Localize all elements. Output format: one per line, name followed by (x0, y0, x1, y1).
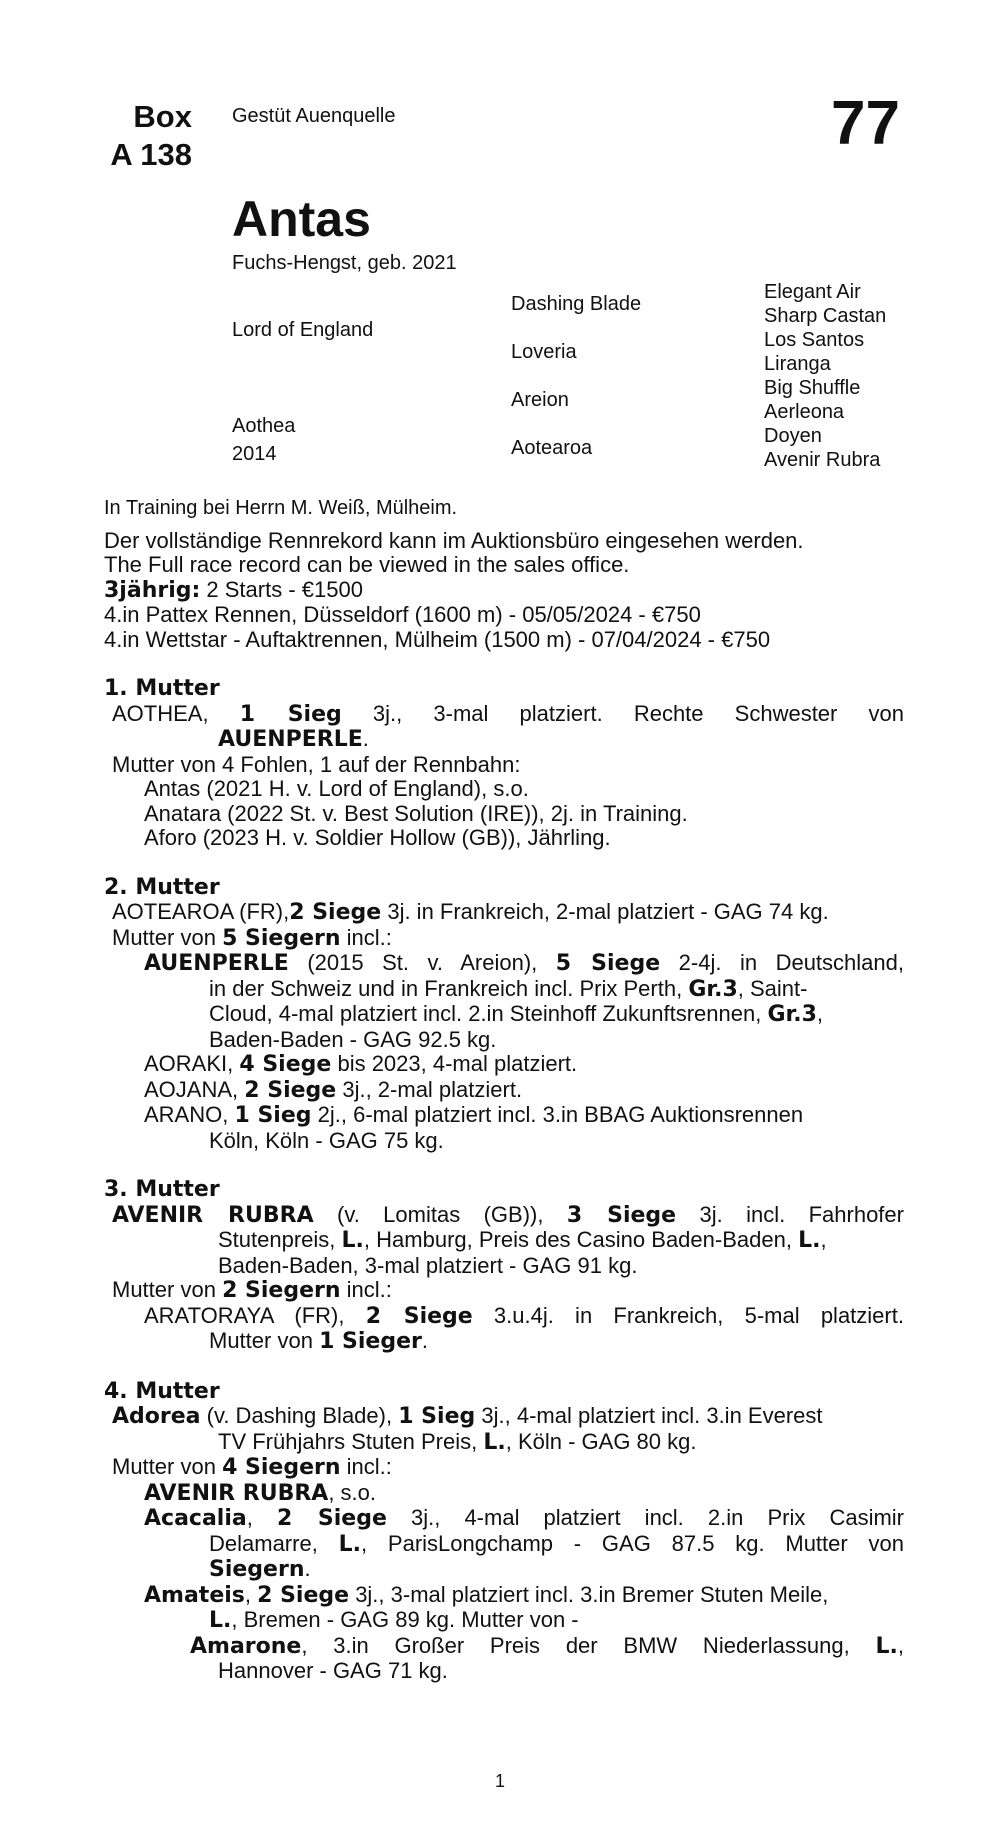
dam2-summary: 3j. in Frankreich, 2-mal platziert - GAG 74 kg. (387, 899, 829, 924)
aojana-wins: 2 Siege (244, 1077, 337, 1103)
auenperle-text: , (816, 1001, 824, 1026)
page-number: 1 (494, 1771, 505, 1791)
aoraki-wins: 4 Siege (239, 1052, 332, 1077)
produce-post: incl.: (346, 1277, 392, 1302)
amarone-line (104, 1634, 904, 1660)
aratoraya-line (104, 1304, 904, 1330)
box-number: A 138 (110, 137, 192, 172)
dam1-line (104, 702, 904, 728)
aojana-line (104, 1078, 904, 1104)
auenperle-line (104, 1002, 904, 1028)
pedigree-gen3-item: Liranga (764, 353, 831, 375)
aojana-name: AOJANA, (144, 1076, 239, 1102)
aratoraya-text: Mutter von (209, 1328, 313, 1353)
dam1-wins: 1 Sieg (239, 701, 342, 727)
pedigree-gen3-item: Avenir Rubra (764, 449, 881, 471)
amarone-name: Amarone (190, 1633, 302, 1659)
listed-badge: L. (341, 1228, 364, 1253)
amarone-text: , 3.in Großer Preis der BMW Niederlassung, (301, 1632, 850, 1658)
produce-count: 2 Siegern (222, 1278, 341, 1303)
auenperle-line (104, 977, 904, 1003)
dam3-text: , (820, 1227, 827, 1252)
acacalia-text: , ParisLongchamp - GAG 87.5 kg. Mutter von (361, 1530, 904, 1556)
dam4-line (104, 1404, 904, 1430)
dam4-text: 3j., 4-mal platziert incl. 3.in Everest (481, 1403, 823, 1428)
produce-pre: Mutter von (112, 1277, 216, 1302)
dam3-text: , Hamburg, Preis des Casino Baden-Baden, (363, 1227, 792, 1252)
listed-badge: L. (798, 1228, 821, 1253)
aratoraya-wins: 1 Sieger (319, 1329, 422, 1354)
aojana-text: 3j., 2-mal platziert. (342, 1076, 523, 1102)
produce-pre: Mutter von (112, 924, 216, 950)
dam2-produce (104, 926, 904, 952)
acacalia-text: Delamarre, (209, 1530, 318, 1556)
group-badge: Gr.3 (767, 1002, 817, 1027)
arano-wins: 1 Sieg (234, 1103, 312, 1128)
dam3-name: AVENIR RUBRA (112, 1202, 314, 1228)
pedigree-dam-year: 2014 (232, 443, 277, 465)
dam1-summary: 3j., 3-mal platziert. Rechte Schwester von (372, 700, 904, 726)
seller-name: Gestüt Auenquelle (232, 105, 396, 127)
dam4-heading: 4. Mutter (104, 1378, 220, 1404)
avenir-line (104, 1481, 904, 1507)
dam3-heading: 3. Mutter (104, 1177, 220, 1202)
acacalia-line (104, 1532, 904, 1558)
box-label: Box (133, 99, 192, 134)
amarone-line: Hannover - GAG 71 kg. (218, 1658, 448, 1683)
listed-badge: L. (875, 1633, 898, 1659)
dam3-line (104, 1228, 904, 1254)
aoraki-name: AORAKI, (144, 1051, 234, 1076)
record-note-en: The Full race record can be viewed in the sales office. (104, 552, 630, 577)
dam3-produce (104, 1278, 904, 1304)
acacalia-line (104, 1557, 904, 1583)
acacalia-line: Acacalia, 2 Siege 3j., 4-mal platziert incl. 2.in Prix Casimir (144, 1505, 904, 1531)
dam2-line (104, 900, 904, 926)
catalogue-text (104, 496, 904, 1684)
dam3-line: Baden-Baden, 3-mal platziert - GAG 91 kg. (218, 1252, 638, 1278)
dam2-heading: 2. Mutter (104, 874, 220, 900)
race-line: 4.in Wettstar - Auftaktrennen, Mülheim (1500 m) - 07/04/2024 - €750 (104, 626, 771, 652)
acacalia-name: Acacalia (144, 1506, 247, 1531)
record-note-de: Der vollständige Rennrekord kann im Auktionsbüro eingesehen werden. (104, 527, 804, 553)
amateis-text: , Bremen - GAG 89 kg. Mutter von - (231, 1607, 579, 1632)
dam4-produce (104, 1455, 904, 1481)
dam1-foal: Anatara (2022 St. v. Best Solution (IRE)), 2j. in Training. (144, 800, 688, 826)
dam1-foal: Antas (2021 H. v. Lord of England), s.o. (144, 776, 529, 801)
pedigree-gen2-item: Aotearoa (511, 437, 593, 459)
aratoraya-wins: 2 Siege (365, 1303, 473, 1329)
amarone-text: , (897, 1632, 904, 1658)
acacalia-text: 3j., 4-mal platziert incl. 2.in Prix Casimir (411, 1505, 904, 1530)
pedigree-dam: Aothea (232, 415, 296, 437)
avenir-text: , s.o. (328, 1479, 377, 1505)
pedigree-sire: Lord of England (232, 319, 374, 341)
horse-name: Antas (232, 191, 371, 247)
auenperle-text: (2015 St. v. Areion), (307, 950, 538, 975)
arano-line: Köln, Köln - GAG 75 kg. (209, 1127, 444, 1153)
dam4-wins: 1 Sieg (398, 1404, 476, 1429)
dam3-line (104, 1203, 904, 1229)
produce-pre: Mutter von (112, 1454, 216, 1479)
auenperle-wins: 5 Siege (555, 951, 661, 976)
pedigree-gen2-item: Loveria (511, 341, 577, 363)
dam3-text: Stutenpreis, (218, 1227, 336, 1252)
produce-post: incl.: (346, 924, 392, 950)
arano-name: ARANO, (144, 1102, 229, 1127)
dam3-text: (v. Lomitas (GB)), (337, 1201, 544, 1227)
auenperle-line (104, 951, 904, 977)
aratoraya-line (104, 1329, 904, 1355)
age-summary: 2 Starts - €1500 (200, 576, 363, 602)
horse-description: Fuchs-Hengst, geb. 2021 (232, 252, 457, 274)
acacalia-wins: 2 Siege (276, 1506, 387, 1531)
box-label-block (0, 98, 192, 174)
dam2-wins: 2 Siege (289, 900, 382, 925)
auenperle-text: , Saint- (737, 975, 808, 1001)
dam1-sister-line: AUENPERLE. (218, 726, 369, 752)
dam4-line (104, 1430, 904, 1456)
acacalia-text: . (304, 1556, 311, 1581)
listed-badge: L. (338, 1531, 361, 1557)
auenperle-text: Cloud, 4-mal platziert incl. 2.in Steinhoff Zukunftsrennen, (209, 1001, 762, 1026)
pedigree-gen3-item: Doyen (764, 425, 822, 447)
dam4-text: , Köln - GAG 80 kg. (505, 1428, 697, 1454)
auenperle-text: in der Schweiz und in Frankreich incl. Prix Perth, (209, 975, 683, 1001)
lot-number: 77 (831, 89, 900, 158)
auenperle-name: AUENPERLE (144, 951, 289, 976)
dam3-text: 3j. incl. Fahrhofer (699, 1201, 904, 1227)
avenir-name: AVENIR RUBRA (144, 1480, 329, 1506)
pedigree-gen3-item: Aerleona (764, 401, 845, 423)
pedigree-gen2-item: Areion (511, 389, 569, 411)
dam4-text: (v. Dashing Blade), (206, 1403, 393, 1428)
dam2-name: AOTEAROA (FR), (112, 899, 290, 924)
acacalia-winners: Siegern (209, 1557, 305, 1582)
produce-post: incl.: (346, 1454, 392, 1479)
dam1-foal: Aforo (2023 H. v. Soldier Hollow (GB)), Jährling. (144, 825, 611, 850)
amateis-line: Amateis, 2 Siege 3j., 3-mal platziert incl. 3.in Bremer Stuten Meile, (144, 1581, 829, 1608)
dam4-text: TV Frühjahrs Stuten Preis, (218, 1428, 478, 1454)
dam1-sister: AUENPERLE (218, 727, 363, 752)
age-label: 3jährig: (104, 577, 201, 603)
amateis-text: 3j., 3-mal platziert incl. 3.in Bremer Stuten Meile, (355, 1581, 829, 1607)
race-line: 4.in Pattex Rennen, Düsseldorf (1600 m) - 05/05/2024 - €750 (104, 602, 701, 627)
produce-count: 4 Siegern (222, 1455, 341, 1480)
dam3-wins: 3 Siege (566, 1202, 677, 1228)
group-badge: Gr.3 (688, 976, 738, 1002)
amateis-line (104, 1608, 904, 1634)
aratoraya-name: ARATORAYA (FR), (144, 1302, 345, 1328)
pedigree-gen3-item: Los Santos (764, 329, 865, 351)
listed-badge: L. (209, 1608, 232, 1633)
dam4-name: Adorea (112, 1404, 201, 1429)
amateis-wins: 2 Siege (257, 1582, 350, 1608)
aratoraya-text: 3.u.4j. in Frankreich, 5-mal platziert. (493, 1302, 904, 1328)
auenperle-text: 2-4j. in Deutschland, (678, 950, 904, 975)
aoraki-line (104, 1052, 904, 1078)
race-summary (104, 578, 904, 604)
arano-line (104, 1103, 904, 1129)
dam1-heading: 1. Mutter (104, 676, 220, 701)
pedigree-gen3-item: Elegant Air (764, 281, 861, 303)
dam1-produce: Mutter von 4 Fohlen, 1 auf der Rennbahn: (112, 751, 521, 777)
training-note: In Training bei Herrn M. Weiß, Mülheim. (104, 497, 458, 519)
produce-count: 5 Siegern (222, 925, 341, 951)
pedigree-gen3-item: Sharp Castan (764, 305, 887, 327)
aoraki-text: bis 2023, 4-mal platziert. (337, 1051, 578, 1076)
pedigree-gen2-item: Dashing Blade (511, 293, 642, 315)
aratoraya-text: . (421, 1328, 428, 1353)
pedigree-gen3-item: Big Shuffle (764, 377, 861, 399)
amateis-name: Amateis (144, 1582, 245, 1608)
listed-badge: L. (483, 1429, 506, 1455)
dam1-name: AOTHEA, (112, 700, 209, 726)
arano-text: 2j., 6-mal platziert incl. 3.in BBAG Auktionsrennen (317, 1102, 804, 1127)
auenperle-line: Baden-Baden - GAG 92.5 kg. (209, 1026, 497, 1052)
